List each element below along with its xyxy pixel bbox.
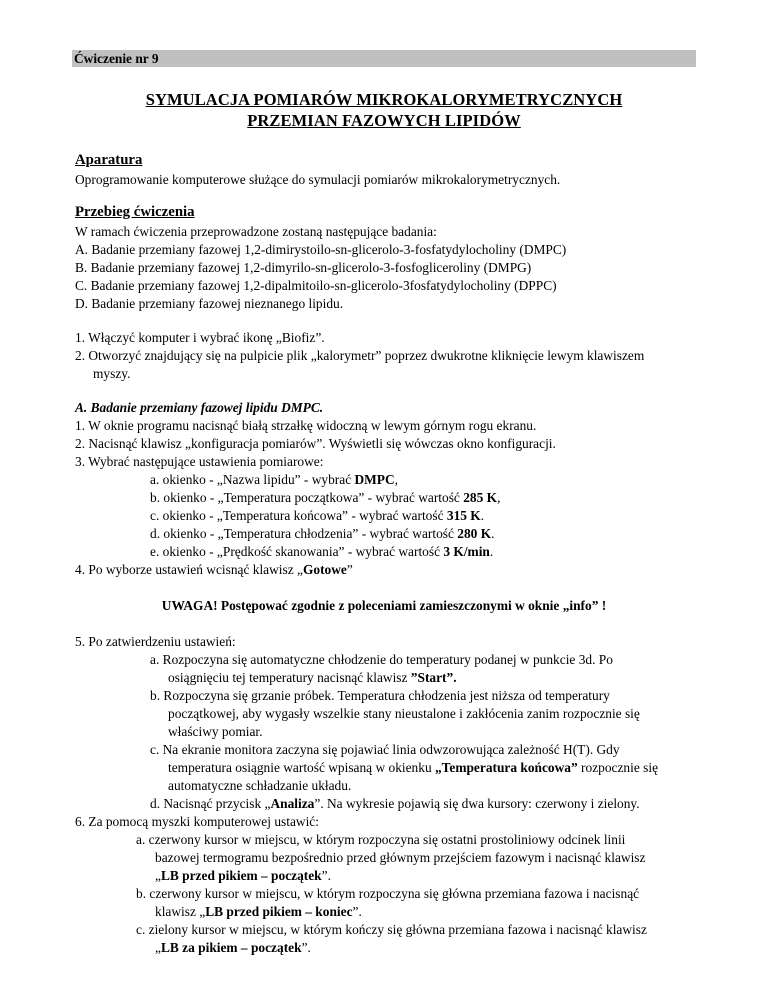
section-a-step-2: 2. Nacisnąć klawisz „konfiguracja pomiarów”. Wyświetli się wówczas okno konfiguracji. <box>75 436 556 451</box>
study-item-c: C. Badanie przemiany fazowej 1,2-dipalmitoilo-sn-glicerolo-3fosfatydylocholiny (DPPC) <box>75 278 557 293</box>
step-6a-line-3: „LB przed pikiem – początek”. <box>155 868 331 883</box>
step-6a-line-1: a. czerwony kursor w miejscu, w którym rozpoczyna się ostatni prostoliniowy odcinek linii <box>136 832 626 847</box>
setting-a: a. okienko - „Nazwa lipidu” - wybrać DMPC, <box>150 472 399 487</box>
study-item-a: A. Badanie przemiany fazowej 1,2-dimirystoilo-sn-glicerolo-3-fosfatydylocholiny (DMPC) <box>75 242 567 257</box>
document-title-line-2: PRZEMIAN FAZOWYCH LIPIDÓW <box>247 111 521 130</box>
section-a-step-1: 1. W oknie programu nacisnąć białą strzałkę widoczną w lewym górnym rogu ekranu. <box>75 418 537 433</box>
step-6b-line-1: b. czerwony kursor w miejscu, w którym rozpoczyna się główna przemiana fazowa i nacisnąć <box>136 886 640 901</box>
step-5a-line-1: a. Rozpoczyna się automatyczne chłodzenie do temperatury podanej w punkcie 3d. Po <box>150 652 613 667</box>
setting-c: c. okienko - „Temperatura końcowa” - wybrać wartość 315 K. <box>150 508 485 523</box>
step-5a-line-2: osiągnięciu tej temperatury nacisnąć klawisz ”Start”. <box>168 670 457 685</box>
section-a-heading: A. Badanie przemiany fazowej lipidu DMPC. <box>75 400 324 415</box>
step-5: 5. Po zatwierdzeniu ustawień: <box>75 634 236 649</box>
warning-note: UWAGA! Postępować zgodnie z poleceniami zamieszczonymi w oknie „info” ! <box>161 598 607 613</box>
aparatura-heading: Aparatura <box>75 152 143 168</box>
study-item-b: B. Badanie przemiany fazowej 1,2-dimyrilo-sn-glicerolo-3-fosfoglicerolin​y (DMPG) <box>75 260 532 275</box>
section-a-step-4: 4. Po wyborze ustawień wcisnąć klawisz „Gotowe” <box>75 562 353 577</box>
aparatura-text: Oprogramowanie komputerowe służące do symulacji pomiarów mikrokalorymetrycznych. <box>75 172 561 187</box>
przebieg-intro: W ramach ćwiczenia przeprowadzone zostaną następujące badania: <box>75 224 437 239</box>
przebieg-heading: Przebieg ćwiczenia <box>75 204 195 220</box>
step-5d: d. Nacisnąć przycisk „Analiza”. Na wykresie pojawią się dwa kursory: czerwony i zielony. <box>150 796 640 811</box>
exercise-number: Ćwiczenie nr 9 <box>74 51 159 66</box>
exercise-header-bar <box>72 50 696 67</box>
step-1: 1. Włączyć komputer i wybrać ikonę „Biofiz”. <box>75 330 325 345</box>
study-item-d: D. Badanie przemiany fazowej nieznanego lipidu. <box>75 296 344 311</box>
setting-d: d. okienko - „Temperatura chłodzenia” - wybrać wartość 280 K. <box>150 526 495 541</box>
step-2-line-2: myszy. <box>93 366 131 381</box>
setting-e: e. okienko - „Prędkość skanowania” - wybrać wartość 3 K/min. <box>150 544 494 559</box>
step-6: 6. Za pomocą myszki komputerowej ustawić: <box>75 814 319 829</box>
step-6b-line-2: klawisz „LB przed pikiem – koniec”. <box>155 904 362 919</box>
step-5b-line-3: właściwy pomiar. <box>168 724 263 739</box>
step-6c-line-2: „LB za pikiem – początek”. <box>155 940 311 955</box>
step-5c-line-3: automatyczne schładzanie układu. <box>168 778 352 793</box>
step-5b-line-1: b. Rozpoczyna się grzanie próbek. Temperatura chłodzenia jest niższa od temperatury <box>150 688 610 703</box>
step-5b-line-2: początkowej, aby wygasły wszelkie stany nieustalone i zakłócenia zanim rozpocznie się <box>168 706 640 721</box>
step-6c-line-1: c. zielony kursor w miejscu, w którym kończy się główna przemiana fazowa i nacisnąć klawisz <box>136 922 647 937</box>
section-a-step-3: 3. Wybrać następujące ustawienia pomiarowe: <box>75 454 324 469</box>
step-5c-line-2: temperatura osiągnie wartość wpisaną w okienku „Temperatura końcowa” rozpocznie się <box>168 760 659 775</box>
document-title-line-1: SYMULACJA POMIARÓW MIKROKALORYMETRYCZNYCH <box>145 90 623 109</box>
step-2-line-1: 2. Otworzyć znajdujący się na pulpicie plik „kalorymetr” poprzez dwukrotne kliknięcie lewym klawiszem <box>75 348 645 363</box>
setting-b: b. okienko - „Temperatura początkowa” - wybrać wartość 285 K, <box>150 490 501 505</box>
step-5c-line-1: c. Na ekranie monitora zaczyna się pojawiać linia odwzorowująca zależność H(T). Gdy <box>150 742 620 757</box>
step-6a-line-2: bazowej termogramu bezpośrednio przed głównym przejściem fazowym i nacisnąć klawisz <box>155 850 646 865</box>
